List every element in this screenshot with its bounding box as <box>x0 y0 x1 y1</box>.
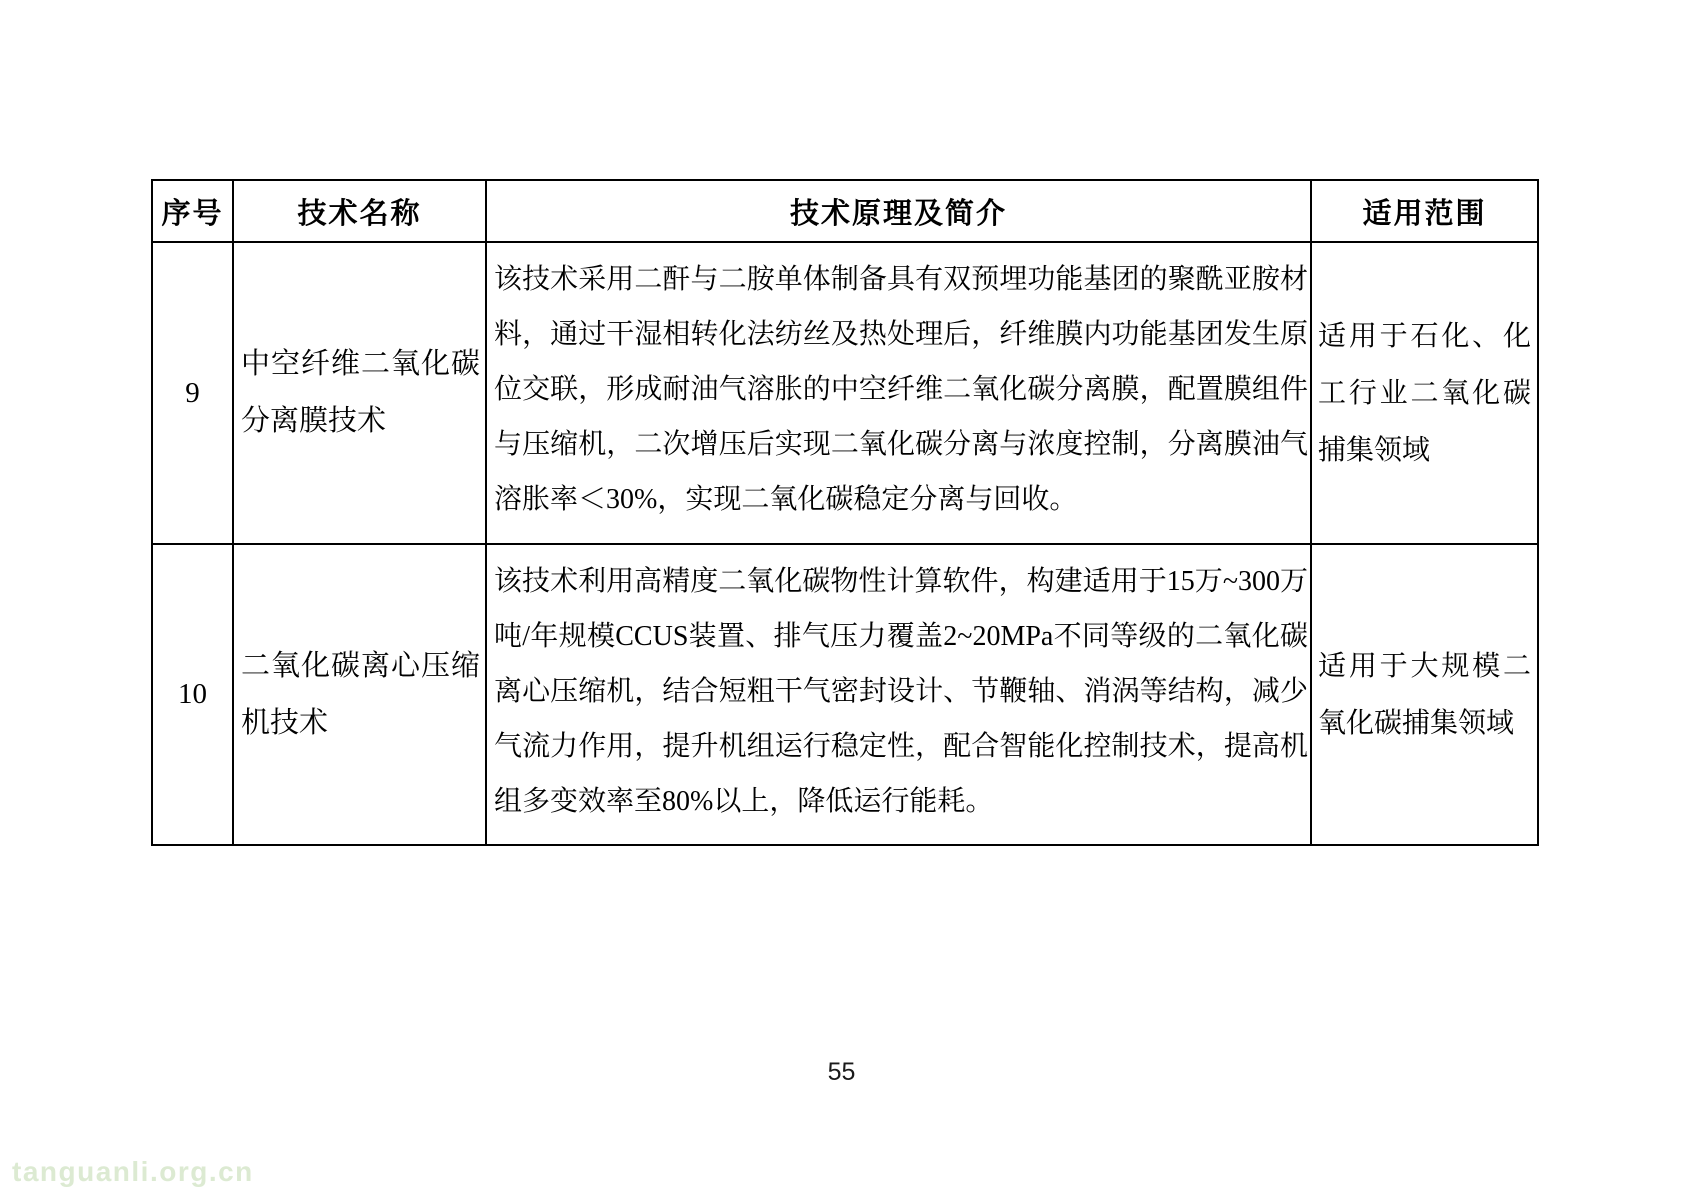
row-9-tech-description: 该技术采用二酐与二胺单体制备具有双预埋功能基团的聚酰亚胺材料，通过干湿相转化法纺丝及热处理后，纤维膜内功能基团发生原位交联，形成耐油气溶胀的中空纤维二氧化碳分离膜，配置膜组件与压缩机，二次增压后实现二氧化碳分离与浓度控制，分离膜油气溶胀率＜30%，实现二氧化碳稳定分离与回收。 <box>486 242 1311 544</box>
header-index: 序号 <box>152 180 233 242</box>
technology-table <box>151 179 1539 846</box>
table-header-row <box>152 180 1538 242</box>
row-9-scope: 适用于石化、化工行业二氧化碳捕集领域 <box>1311 242 1538 544</box>
table-row-10 <box>152 544 1538 845</box>
row-10-index: 10 <box>152 544 233 845</box>
row-10-tech-name: 二氧化碳离心压缩机技术 <box>233 544 486 845</box>
header-tech-name: 技术名称 <box>233 180 486 242</box>
page-number: 55 <box>827 1058 856 1086</box>
header-tech-description: 技术原理及简介 <box>486 180 1311 242</box>
row-10-scope: 适用于大规模二氧化碳捕集领域 <box>1311 544 1538 845</box>
table-row-9 <box>152 242 1538 544</box>
header-scope: 适用范围 <box>1311 180 1538 242</box>
row-9-index: 9 <box>152 242 233 544</box>
row-9-tech-name: 中空纤维二氧化碳分离膜技术 <box>233 242 486 544</box>
watermark-text: tanguanli.org.cn <box>12 1156 254 1187</box>
row-10-tech-description: 该技术利用高精度二氧化碳物性计算软件，构建适用于15万~300万吨/年规模CCUS装置、排气压力覆盖2~20MPa不同等级的二氧化碳离心压缩机，结合短粗干气密封设计、节鞭轴、消涡等结构，减少气流力作用，提升机组运行稳定性，配合智能化控制技术，提高机组多变效率至80%以上，降低运行能耗。 <box>486 544 1311 845</box>
